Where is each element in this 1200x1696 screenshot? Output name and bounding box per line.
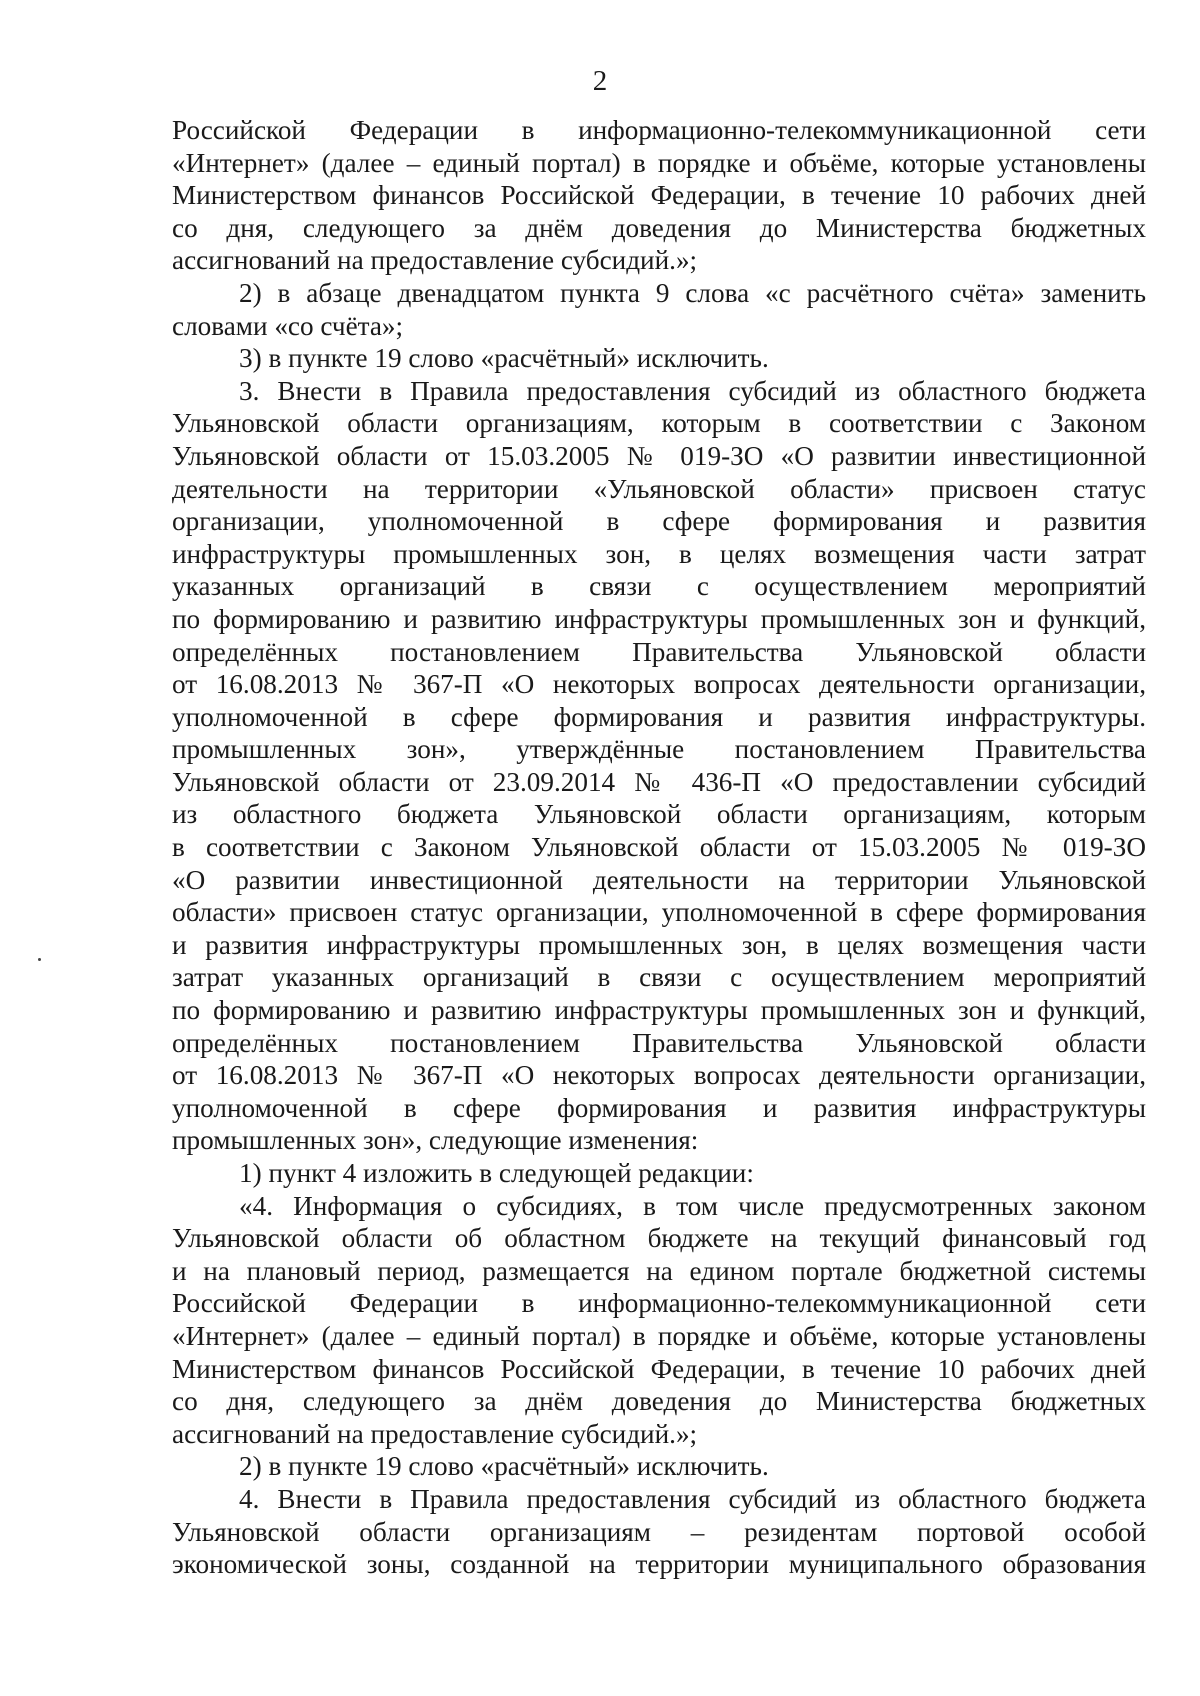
text-line: от 16.08.2013 № 367-П «О некоторых вопросах деятельности организации, (172, 669, 1146, 700)
text-line: и на плановый период, размещается на едином портале бюджетной системы (172, 1255, 1146, 1286)
text-line: в соответствии с Законом Ульяновской области от 15.03.2005 № 019-ЗО (172, 832, 1146, 863)
text-line: из областного бюджета Ульяновской области организациям, которым (172, 799, 1146, 830)
text-line: Российской Федерации в информационно-телекоммуникационной сети (172, 1288, 1146, 1319)
text-line: Министерством финансов Российской Федерации, в течение 10 рабочих дней (172, 180, 1146, 211)
text-line: 2) в абзаце двенадцатом пункта 9 слова «с расчётного счёта» заменить (239, 277, 1146, 308)
text-line: промышленных зон», следующие изменения: (172, 1125, 699, 1156)
scan-speck (38, 958, 41, 961)
text-line: Ульяновской области организациям – резидентам портовой особой (172, 1516, 1146, 1547)
text-line: «Интернет» (далее – единый портал) в порядке и объёме, которые установлены (172, 1320, 1146, 1351)
text-line: Ульяновской области от 15.03.2005 № 019-ЗО «О развитии инвестиционной (172, 440, 1146, 471)
text-line: со дня, следующего за днём доведения до Министерства бюджетных (172, 212, 1146, 243)
text-line: уполномоченной в сфере формирования и развития инфраструктуры. (172, 701, 1146, 732)
text-line: инфраструктуры промышленных зон, в целях возмещения части затрат (172, 538, 1146, 569)
text-line: определённых постановлением Правительства Ульяновской области (172, 1027, 1146, 1058)
text-line: 3. Внести в Правила предоставления субсидий из областного бюджета (239, 375, 1146, 406)
text-line: Министерством финансов Российской Федерации, в течение 10 рабочих дней (172, 1353, 1146, 1384)
text-line: Ульяновской области организациям, которым в соответствии с Законом (172, 408, 1146, 439)
text-line: 3) в пункте 19 слово «расчётный» исключить. (239, 343, 769, 374)
text-line: «4. Информация о субсидиях, в том числе предусмотренных законом (239, 1190, 1146, 1221)
text-line: Российской Федерации в информационно-телекоммуникационной сети (172, 115, 1146, 145)
text-line: словами «со счёта»; (172, 310, 404, 341)
text-line: ассигнований на предоставление субсидий.»; (172, 245, 698, 276)
text-line: 4. Внести в Правила предоставления субсидий из областного бюджета (239, 1483, 1146, 1514)
text-line: и развития инфраструктуры промышленных зон, в целях возмещения части (172, 929, 1146, 960)
text-line: ассигнований на предоставление субсидий.»; (172, 1418, 698, 1449)
text-line: по формированию и развитию инфраструктуры промышленных зон и функций, (172, 603, 1146, 634)
text-line: организации, уполномоченной в сфере формирования и развития (172, 506, 1146, 537)
text-line: со дня, следующего за днём доведения до Министерства бюджетных (172, 1386, 1146, 1417)
text-line: определённых постановлением Правительства Ульяновской области (172, 636, 1146, 667)
text-line: Ульяновской области от 23.09.2014 № 436-П «О предоставлении субсидий (172, 766, 1146, 797)
document-body (172, 114, 1146, 1581)
text-line: 2) в пункте 19 слово «расчётный» исключить. (239, 1451, 769, 1482)
text-line: от 16.08.2013 № 367-П «О некоторых вопросах деятельности организации, (172, 1060, 1146, 1091)
page-number: 2 (592, 65, 608, 97)
text-line: промышленных зон», утверждённые постановлением Правительства (172, 734, 1146, 765)
text-line: указанных организаций в связи с осуществлением мероприятий (172, 571, 1146, 602)
text-line: экономической зоны, созданной на территории муниципального образования (172, 1549, 1146, 1580)
text-line: «Интернет» (далее – единый портал) в порядке и объёме, которые установлены (172, 147, 1146, 178)
text-line: «О развитии инвестиционной деятельности на территории Ульяновской (172, 864, 1146, 895)
text-line: области» присвоен статус организации, уполномоченной в сфере формирования (172, 897, 1146, 928)
text-line: Ульяновской области об областном бюджете на текущий финансовый год (172, 1223, 1146, 1254)
text-line: деятельности на территории «Ульяновской области» присвоен статус (172, 473, 1146, 504)
text-line: по формированию и развитию инфраструктуры промышленных зон и функций, (172, 995, 1146, 1026)
text-line: 1) пункт 4 изложить в следующей редакции: (239, 1158, 754, 1188)
text-line: затрат указанных организаций в связи с осуществлением мероприятий (172, 962, 1146, 993)
text-line: уполномоченной в сфере формирования и развития инфраструктуры (172, 1092, 1146, 1123)
